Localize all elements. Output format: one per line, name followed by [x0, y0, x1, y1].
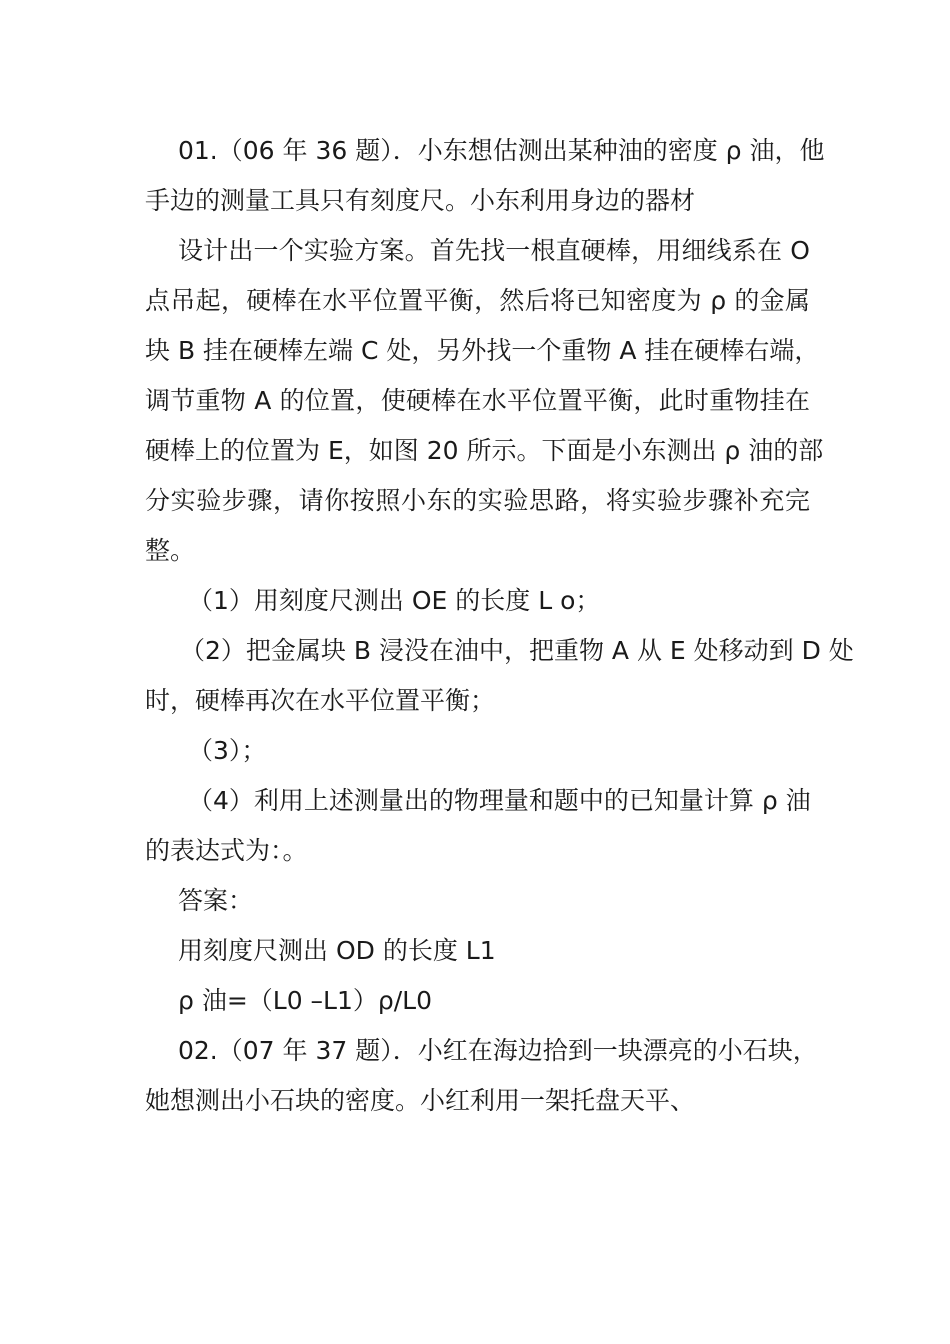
- problem-02-line-2: 她想测出小石块的密度。小红利用一架托盘天平、: [145, 1086, 696, 1115]
- answer-line-2: ρ 油=（L0 –L1）ρ/L0: [178, 986, 433, 1015]
- problem-01-line-7: 硬棒上的位置为 E，如图 20 所示。下面是小东测出 ρ 油的部: [145, 436, 824, 465]
- problem-01-line-9: 整。: [145, 536, 196, 565]
- problem-01-line-4: 点吊起，硬棒在水平位置平衡，然后将已知密度为 ρ 的金属: [145, 286, 810, 315]
- problem-02-line-1: 02.（07 年 37 题）．小红在海边拾到一块漂亮的小石块，: [178, 1036, 818, 1065]
- problem-01-line-8: 分实验步骤，请你按照小东的实验思路，将实验步骤补充完: [145, 486, 810, 515]
- step-2-line-2: 时，硬棒再次在水平位置平衡；: [145, 686, 496, 715]
- problem-01-line-1: 01.（06 年 36 题）．小东想估测出某种油的密度 ρ 油，他: [178, 136, 825, 165]
- step-4-line-1: （4）利用上述测量出的物理量和题中的已知量计算 ρ 油: [188, 786, 811, 815]
- problem-01-line-6: 调节重物 A 的位置，使硬棒在水平位置平衡，此时重物挂在: [145, 386, 810, 415]
- answer-line-1: 用刻度尺测出 OD 的长度 L1: [178, 936, 496, 965]
- problem-01-line-5: 块 B 挂在硬棒左端 C 处，另外找一个重物 A 挂在硬棒右端，: [145, 336, 820, 365]
- step-3: （3）；: [188, 736, 267, 765]
- answer-label: 答案：: [178, 886, 254, 915]
- step-4-line-2: 的表达式为：。: [145, 836, 308, 865]
- step-1: （1）用刻度尺测出 OE 的长度 L o；: [188, 586, 601, 615]
- problem-01-line-3: 设计出一个实验方案。首先找一根直硬棒，用细线系在 O: [178, 236, 810, 265]
- step-2-line-1: （2）把金属块 B 浸没在油中，把重物 A 从 E 处移动到 D 处: [180, 636, 854, 665]
- problem-01-line-2: 手边的测量工具只有刻度尺。小东利用身边的器材: [145, 186, 696, 215]
